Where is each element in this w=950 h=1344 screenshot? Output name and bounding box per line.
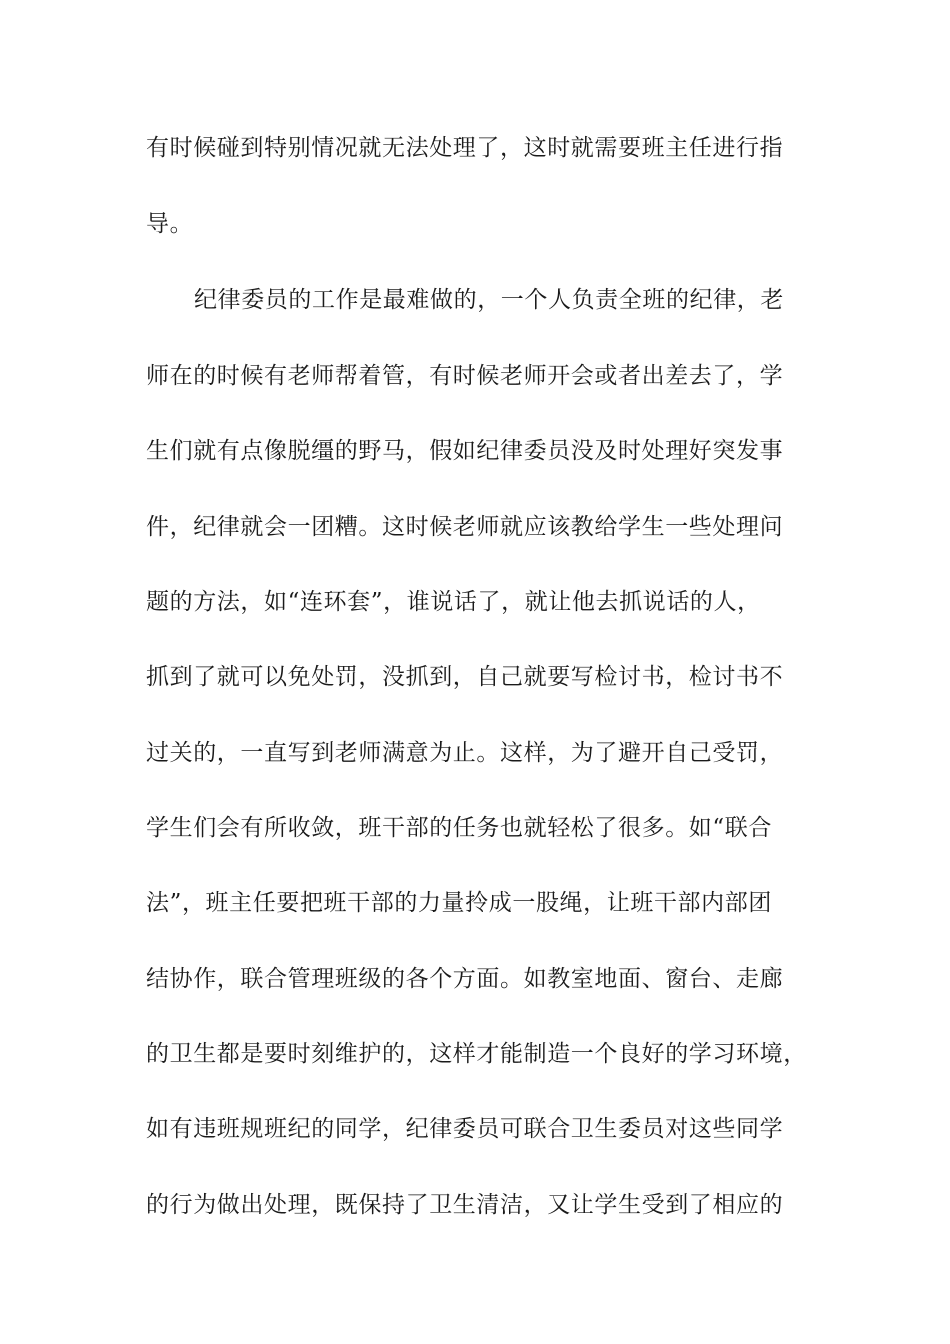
text-line: 导。 (146, 211, 194, 237)
text-line: 结协作，联合管理班级的各个方面。如教室地面、窗台、走廊 (146, 966, 784, 992)
text-line: 件，纪律就会一团糟。这时候老师就应该教给学生一些处理问 (146, 514, 784, 540)
text-line: 生们就有点像脱缰的野马，假如纪律委员没及时处理好突发事 (146, 438, 784, 464)
text-line: 如有违班规班纪的同学，纪律委员可联合卫生委员对这些同学 (146, 1116, 784, 1142)
text-line: 有时候碰到特别情况就无法处理了，这时就需要班主任进行指 (146, 135, 784, 161)
text-line: 的卫生都是要时刻维护的，这样才能制造一个良好的学习环境， (146, 1041, 807, 1067)
text-line: 法”，班主任要把班干部的力量拎成一股绳，让班干部内部团 (146, 890, 772, 916)
text-line: 抓到了就可以免处罚，没抓到，自己就要写检讨书，检讨书不 (146, 664, 784, 690)
text-line: 过关的，一直写到老师满意为止。这样，为了避开自己受罚， (146, 740, 784, 766)
text-line: 学生们会有所收敛，班干部的任务也就轻松了很多。如“联合 (146, 815, 772, 841)
text-line: 题的方法，如“连环套”，谁说话了，就让他去抓说话的人， (146, 589, 761, 615)
text-line: 的行为做出处理，既保持了卫生清洁，又让学生受到了相应的 (146, 1192, 784, 1218)
text-line: 师在的时候有老师帮着管，有时候老师开会或者出差去了，学 (146, 363, 784, 389)
paragraph-first-line: 纪律委员的工作是最难做的，一个人负责全班的纪律，老 (194, 287, 784, 313)
